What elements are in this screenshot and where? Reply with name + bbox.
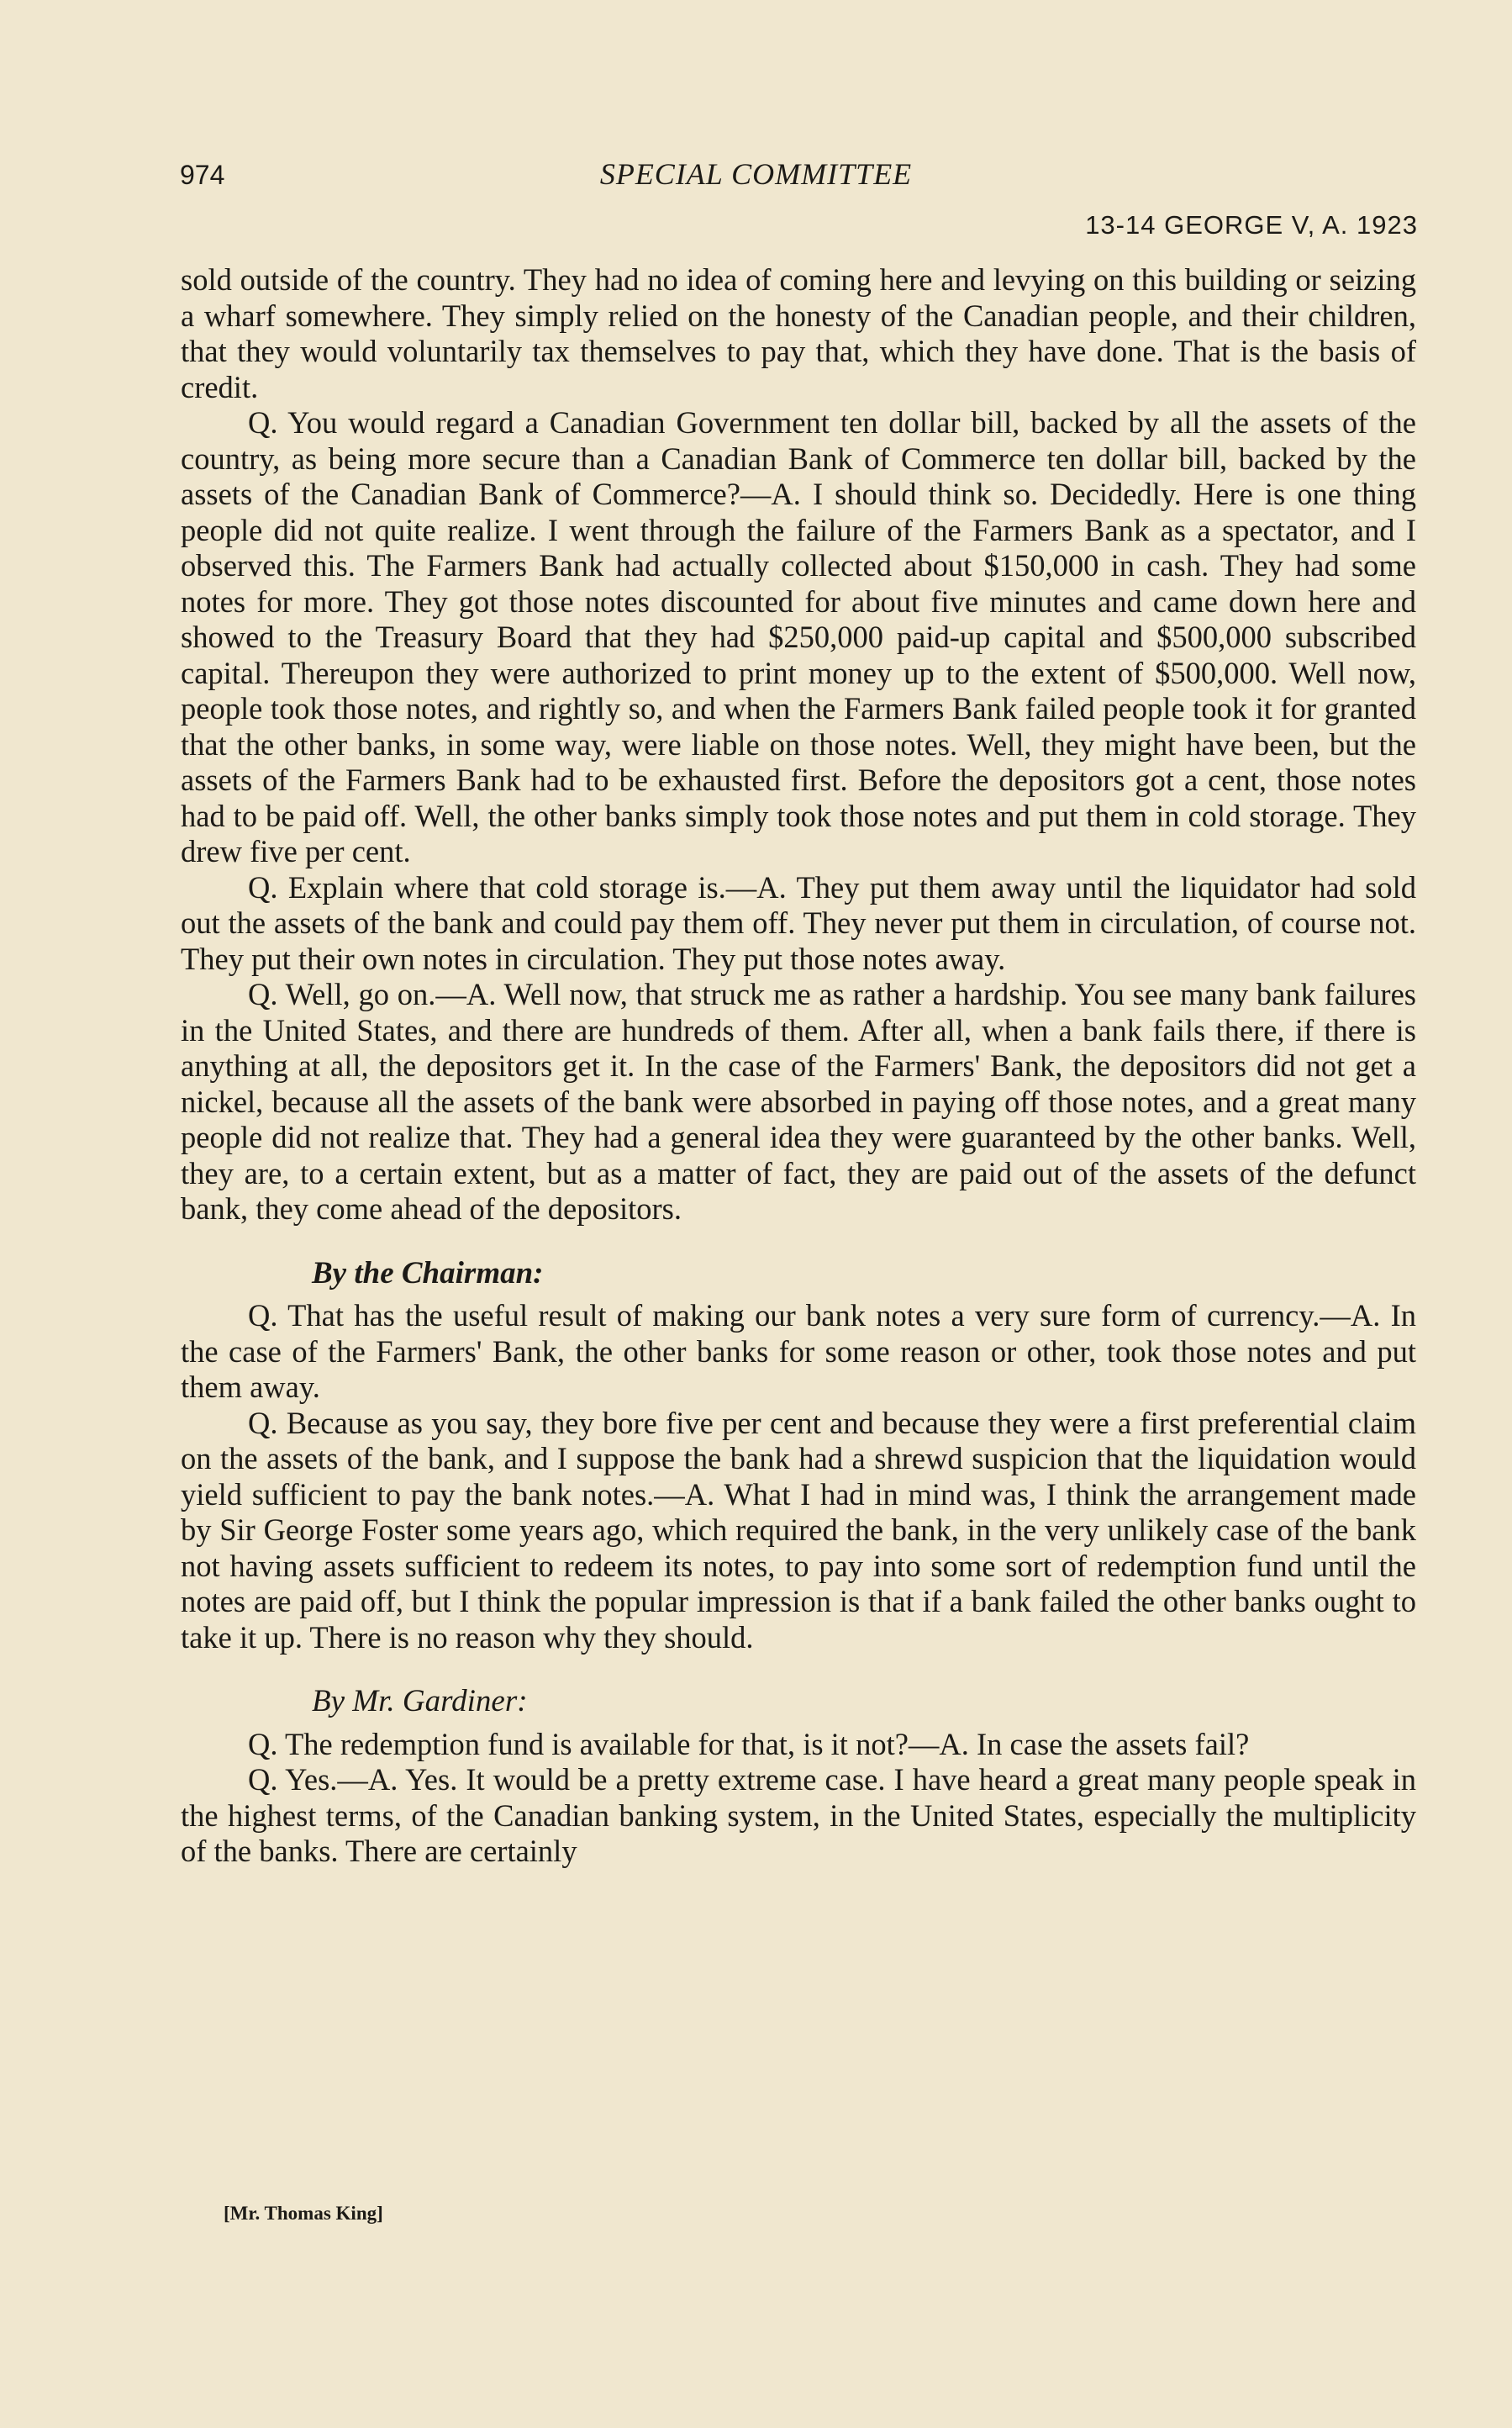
paragraph: Q. Yes.—A. Yes. It would be a pretty extreme case. I have heard a great many people speak in the highest terms, of the Canadian banking system, in the United States, especially the multiplicity of the banks. There are certainly: [181, 1762, 1416, 1868]
paragraph: Q. The redemption fund is available for that, is it not?—A. In case the assets fail?: [248, 1726, 1250, 1761]
paragraph: Q. You would regard a Canadian Government ten dollar bill, backed by all the assets of the country, as being more secure than a Canadian Bank of Commerce ten dollar bill, backed by the assets of the Canadian Bank of Commerce?—A. I should think so. Decidedly. Here is one thing people did not quite realize. I went through the failure of the Farmers Bank as a spectator, and I observed this. The Farmers Bank had actually collected about $150,000 in cash. They had some notes for more. They got those notes discounted for about five minutes and came down here and showed to the Treasury Board that they had $250,000 paid-up capital and $500,000 subscribed capital. Thereupon they were authorized to print money up to the extent of $500,000. Well now, people took those notes, and rightly so, and when the Farmers Bank failed people took it for granted that the other banks, in some way, were liable on those notes. Well, they might have been, but the assets of the Farmers Bank had to be exhausted first. Before the depositors got a cent, those notes had to be paid off. Well, the other banks simply took those notes and put them in cold storage. They drew five per cent.: [181, 405, 1416, 868]
paragraph: Q. That has the useful result of making our bank notes a very sure form of currency.—A. In the case of the Farmers' Bank, the other banks for some reason or other, took those notes and put them away.: [181, 1298, 1416, 1404]
page-number: 974: [180, 160, 225, 190]
session-designation: 13-14 GEORGE V, A. 1923: [1085, 210, 1418, 240]
paragraph: Q. Explain where that cold storage is.—A. They put them away until the liquidator had sold out the assets of the bank and could pay them off. They never put them in circulation, of course not. They put their own notes in circulation. They put those notes away.: [181, 869, 1416, 976]
paragraph: sold outside of the country. They had no idea of coming here and levying on this building or seizing a wharf somewhere. They simply relied on the honesty of the Canadian people, and their children, that they would voluntarily tax themselves to pay that, which they have done. That is the basis of credit.: [181, 262, 1416, 404]
paragraph: Q. Well, go on.—A. Well now, that struck me as rather a hardship. You see many bank failures in the United States, and there are hundreds of them. After all, when a bank fails there, if there is anything at all, the depositors get it. In the case of the Farmers' Bank, the depositors did not get a nickel, because all the assets of the bank were absorbed in paying off those notes, and a great many people did not realize that. They had a general idea they were guaranteed by the other banks. Well, they are, to a certain extent, but as a matter of fact, they are paid out of the assets of the defunct bank, they come ahead of the depositors.: [181, 977, 1416, 1226]
witness-footer: [Mr. Thomas King]: [224, 2203, 383, 2224]
speaker-heading-gardiner: By Mr. Gardiner:: [312, 1684, 528, 1718]
running-title: SPECIAL COMMITTEE: [599, 157, 913, 191]
paragraph: Q. Because as you say, they bore five per cent and because they were a first preferential claim on the assets of the bank, and I suppose the bank had a shrewd suspicion that the liquidation would yield sufficient to pay the bank notes.—A. What I had in mind was, I think the arrangement made by Sir George Foster some years ago, which required the bank, in the very unlikely case of the bank not having assets sufficient to redeem its notes, to pay into some sort of redemption fund until the notes are paid off, but I think the popular impression is that if a bank failed the other banks ought to take it up. There is no reason why they should.: [181, 1405, 1416, 1655]
transcript-body: [181, 262, 1416, 1870]
speaker-heading-chairman: By the Chairman:: [312, 1255, 544, 1291]
